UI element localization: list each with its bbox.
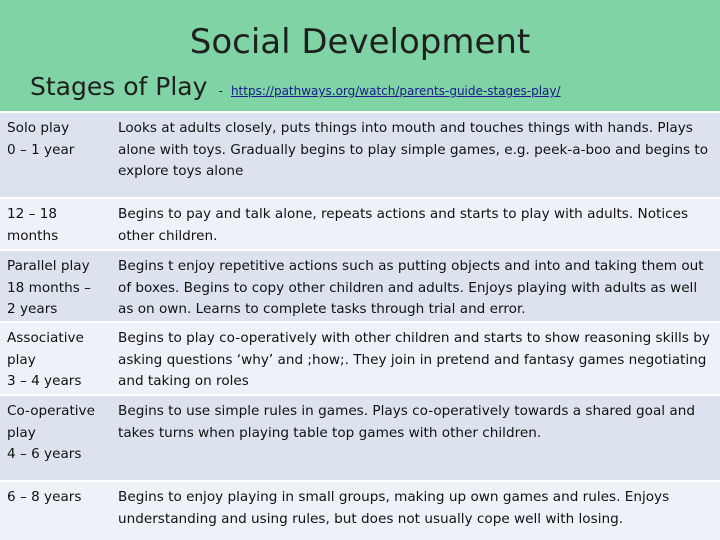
description-cell: Begins t enjoy repetitive actions such as putting objects and into and taking them out of boxes. Begins to copy other children and adults. Enjoys playing with adults as well as on own. Learns to complete tasks through trial and error. bbox=[118, 258, 704, 317]
stage-age: 4 – 6 years bbox=[7, 446, 82, 462]
stage-age: 6 – 8 years bbox=[7, 489, 82, 505]
stage-age-unit: months bbox=[7, 227, 59, 244]
stage-cell bbox=[0, 323, 110, 394]
stage-name: Associative bbox=[7, 330, 84, 346]
stage-cell bbox=[0, 251, 110, 321]
stage-age: 18 months – bbox=[7, 279, 91, 296]
stage-name-cont: play bbox=[7, 351, 36, 368]
stage-age: 12 – 18 bbox=[7, 206, 58, 222]
stages-table bbox=[0, 111, 720, 540]
subtitle-row bbox=[30, 72, 561, 101]
table-row bbox=[0, 321, 720, 394]
slide-title: Social Development bbox=[189, 22, 531, 62]
table-row bbox=[0, 394, 720, 480]
stage-cell bbox=[0, 113, 110, 197]
description-cell: Begins to pay and talk alone, repeats actions and starts to play with adults. Notices other children. bbox=[118, 206, 689, 244]
stage-cell bbox=[0, 396, 110, 480]
stage-name: Solo play bbox=[7, 120, 70, 136]
description-cell: Begins to use simple rules in games. Plays co-operatively towards a shared goal and takes turns when playing table top games with other children. bbox=[118, 403, 695, 441]
description-cell: Begins to enjoy playing in small groups, making up own games and rules. Enjoys understanding and using rules, but does not usually cope well with losing. bbox=[118, 489, 670, 527]
table-row bbox=[0, 197, 720, 249]
slide-subtitle: Stages of Play bbox=[30, 72, 208, 101]
description-cell: Looks at adults closely, puts things into mouth and touches things with hands. Plays alone with toys. Gradually begins to play simple games, e.g. peek-a-boo and begins to explore toys alone bbox=[118, 120, 709, 179]
description-cell: Begins to play co-operatively with other children and starts to show reasoning skills by asking questions ‘why’ and ;how;. They join in pretend and fantasy games negotiating and taking on roles bbox=[118, 330, 710, 389]
stage-name: Parallel play bbox=[7, 258, 90, 274]
stage-name: Co-operative bbox=[7, 403, 95, 419]
table-row bbox=[0, 249, 720, 321]
table-row bbox=[0, 480, 720, 540]
separator: - bbox=[218, 84, 223, 98]
stage-age: 3 – 4 years bbox=[7, 373, 82, 389]
table-row bbox=[0, 111, 720, 197]
source-link[interactable]: https://pathways.org/watch/parents-guide-stages-play/ bbox=[230, 84, 561, 98]
stage-age-end: 2 years bbox=[7, 301, 58, 317]
stage-cell bbox=[0, 482, 110, 540]
stage-age: 0 – 1 year bbox=[7, 141, 75, 158]
stage-name-cont: play bbox=[7, 424, 36, 441]
stage-cell bbox=[0, 199, 110, 249]
